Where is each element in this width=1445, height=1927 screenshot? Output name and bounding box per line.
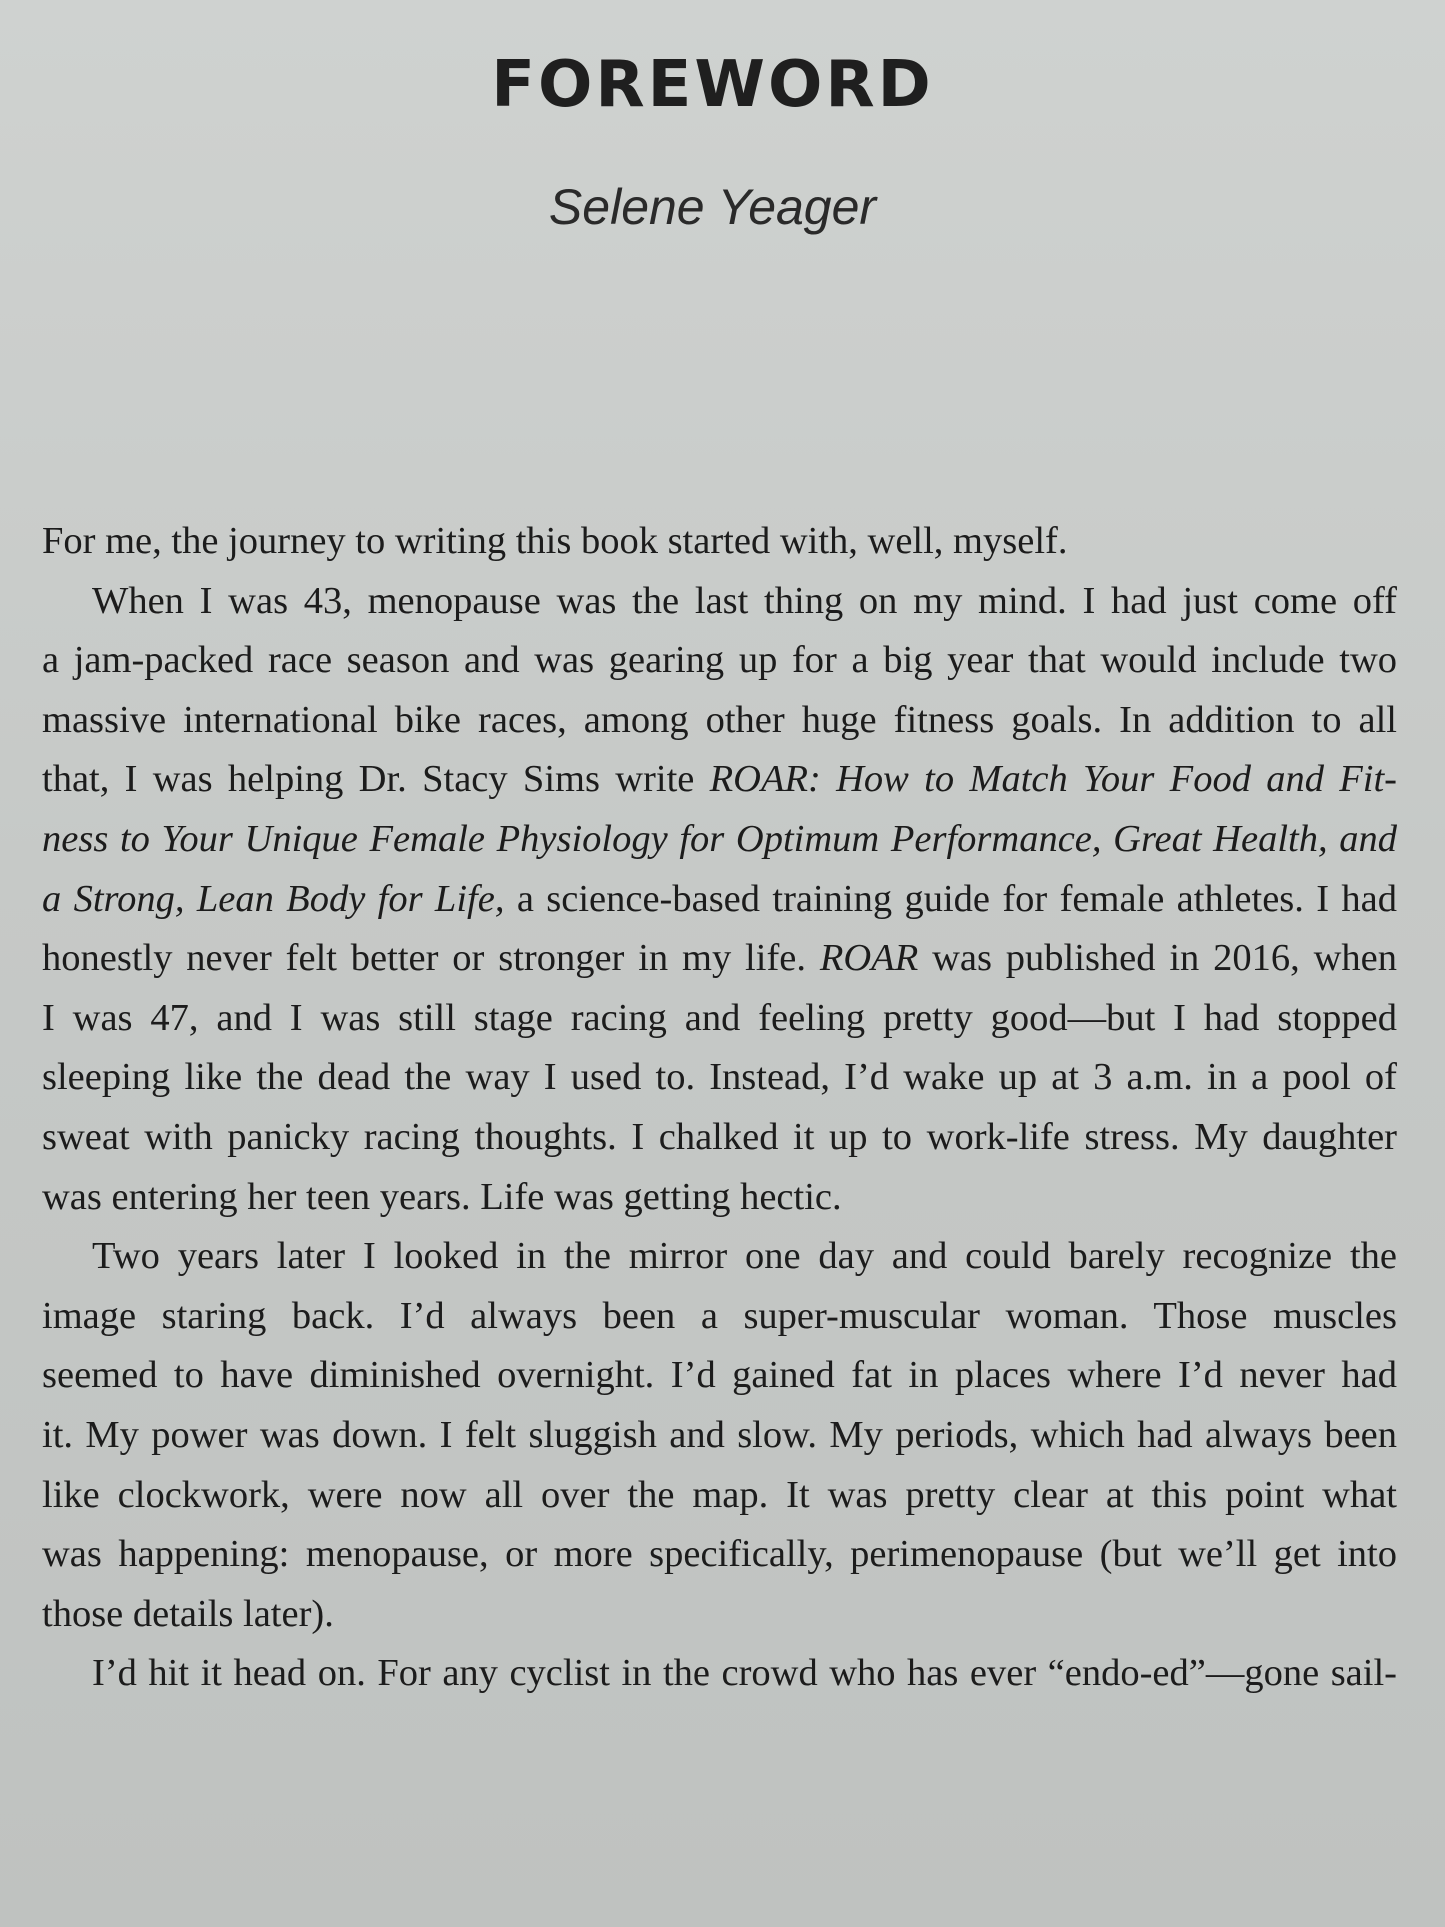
text-segment: honestly never felt better or stronger in my life. <box>42 937 806 980</box>
paragraph-line <box>42 929 1397 989</box>
chapter-title: FOREWORD <box>491 48 934 122</box>
author-name: Selene Yeager <box>548 179 877 235</box>
paragraph-line <box>42 750 1397 810</box>
book-title-italic: ROAR <box>819 937 919 980</box>
paragraph-line: I was 47, and I was still stage racing and feeling pretty good—but I had stopped <box>42 996 1397 1039</box>
paragraph-line: massive international bike races, among other huge fitness goals. In addition to all <box>42 698 1397 741</box>
paragraph-line: I’d hit it head on. For any cyclist in the crowd who has ever “endo-ed”—gone sail- <box>92 1652 1397 1695</box>
paragraph-line: a jam-packed race season and was gearing up for a big year that would include two <box>42 639 1397 682</box>
paragraph-line: like clockwork, were now all over the map. It was pretty clear at this point what <box>42 1473 1397 1516</box>
paragraph-line: image staring back. I’d always been a super-muscular woman. Those muscles <box>42 1294 1397 1337</box>
paragraph-line <box>42 810 1397 870</box>
paragraph-line <box>42 870 1397 930</box>
paragraph-line: it. My power was down. I felt sluggish and slow. My periods, which had always been <box>42 1413 1397 1456</box>
paragraph-line: sleeping like the dead the way I used to. Instead, I’d wake up at 3 a.m. in a pool of <box>42 1056 1397 1099</box>
paragraph-line: seemed to have diminished overnight. I’d gained fat in places where I’d never had <box>42 1354 1397 1397</box>
book-title-italic: a Strong, Lean Body for Life, <box>42 877 505 920</box>
paragraph-line: was entering her teen years. Life was getting hectic. <box>42 1175 842 1218</box>
paragraph-line: Two years later I looked in the mirror one day and could barely recognize the <box>92 1235 1397 1278</box>
paragraph-line: For me, the journey to writing this book started with, well, myself. <box>42 520 1068 562</box>
text-segment: a science-based training guide for female athletes. I had <box>516 877 1397 920</box>
book-title-italic: ness to Your Unique Female Physiology for Optimum Performance, Great Health, and <box>42 817 1397 860</box>
paragraph-line: those details later). <box>42 1592 334 1635</box>
body-text <box>42 512 1397 1704</box>
book-title-italic: ROAR: How to Match Your Food and Fit- <box>709 758 1397 801</box>
text-segment: was published in 2016, when <box>932 937 1397 980</box>
text-segment: that, I was helping Dr. Stacy Sims write <box>42 758 695 801</box>
paragraph-line: When I was 43, menopause was the last thing on my mind. I had just come off <box>92 579 1397 622</box>
paragraph-line: was happening: menopause, or more specifically, perimenopause (but we’ll get into <box>42 1533 1397 1576</box>
paragraph-line: sweat with panicky racing thoughts. I chalked it up to work-life stress. My daughter <box>42 1115 1397 1158</box>
